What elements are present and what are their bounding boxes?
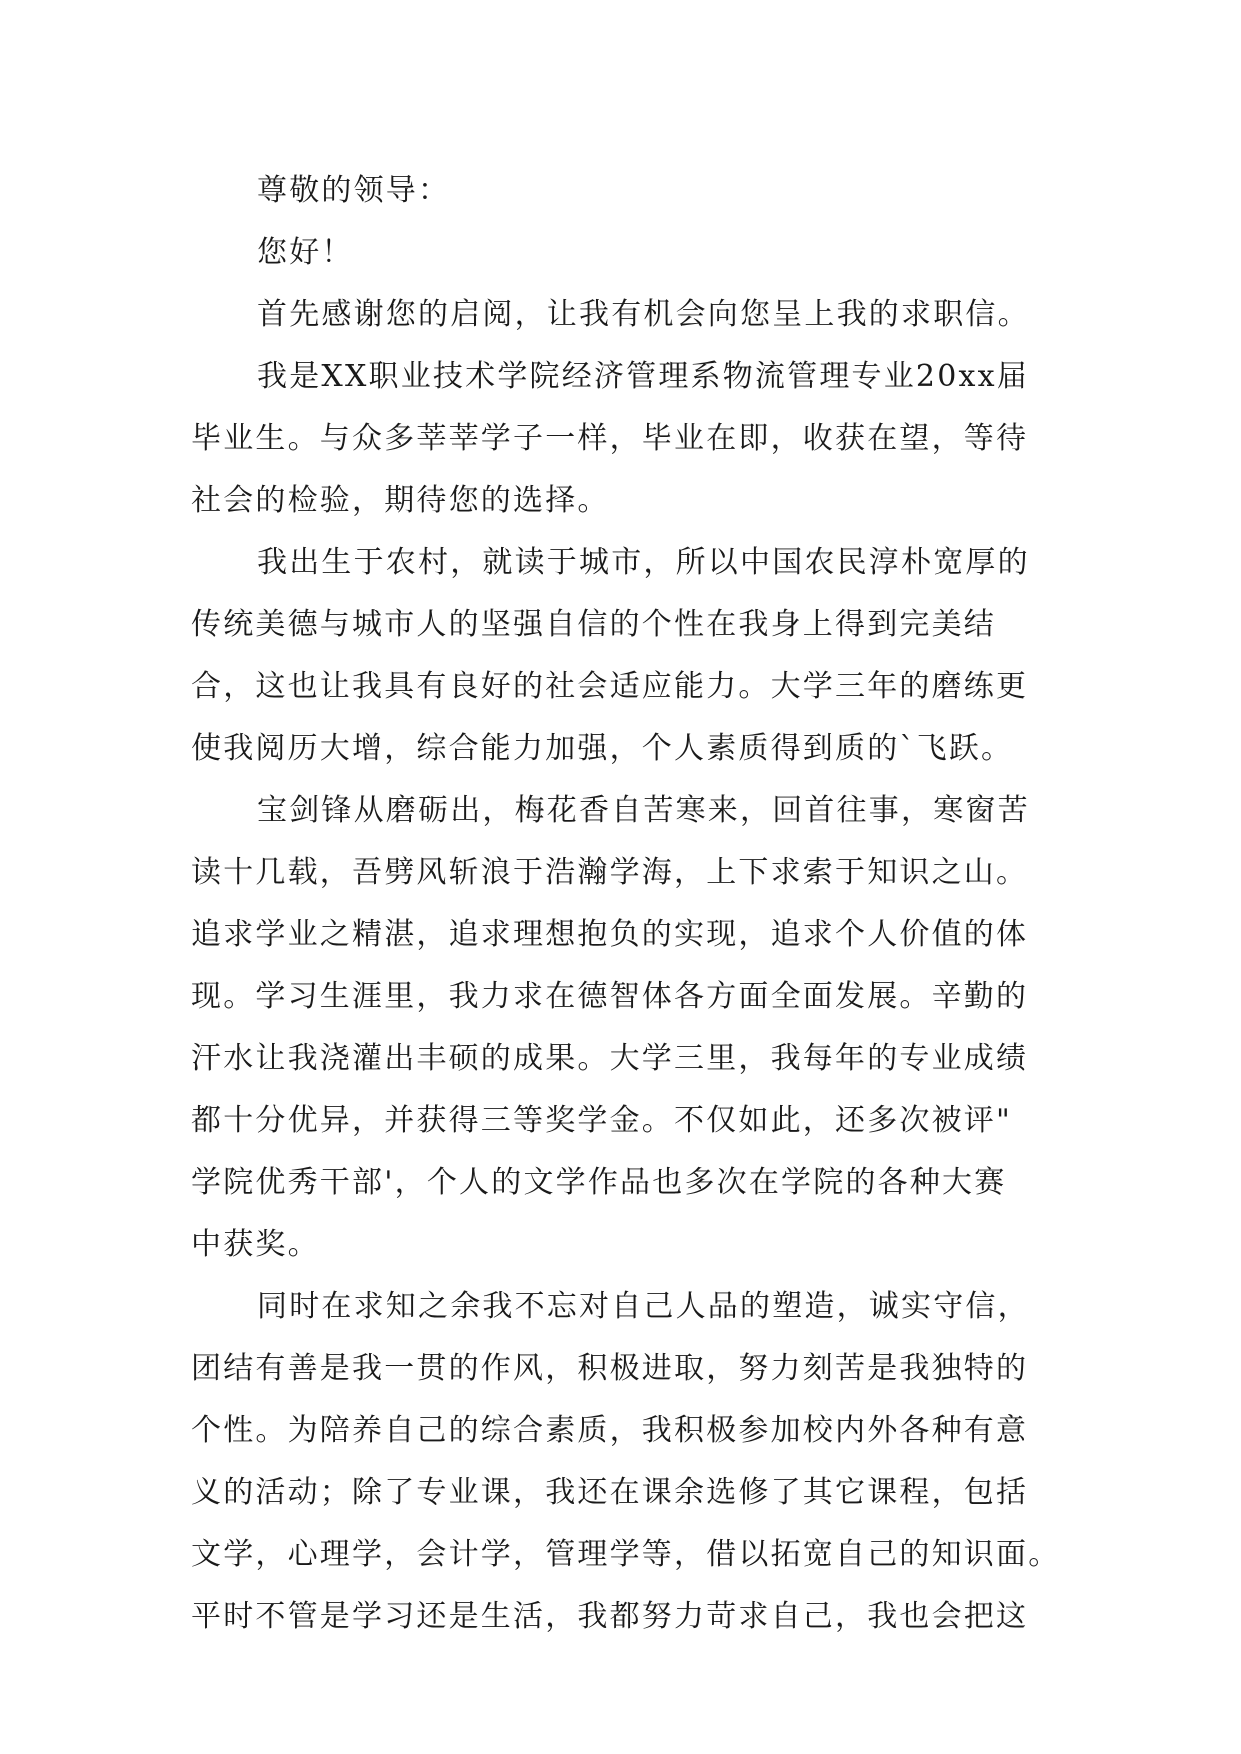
paragraph-4: [191, 780, 1051, 1276]
cover-letter-body: [191, 160, 1061, 1648]
paragraph-line: 合，这也让我具有良好的社会适应能力。大学三年的磨练更: [191, 669, 1029, 704]
paragraph-3: [191, 532, 1051, 780]
paragraph-line: 传统美德与城市人的坚强自信的个性在我身上得到完美结: [191, 607, 996, 642]
paragraph-line: 我是XX职业技术学院经济管理系物流管理专业20xx届: [257, 359, 1029, 394]
paragraph-1: [191, 284, 1051, 346]
paragraph-line: 学院优秀干部'，个人的文学作品也多次在学院的各种大赛: [191, 1165, 1007, 1200]
paragraph-line: 都十分优异，并获得三等奖学金。不仅如此，还多次被评": [191, 1103, 1012, 1138]
salutation: 尊敬的领导：: [257, 173, 451, 208]
paragraph-line: 同时在求知之余我不忘对自己人品的塑造，诚实守信，: [257, 1289, 1030, 1324]
paragraph-line: 宝剑锋从磨砺出，梅花香自苦寒来，回首往事，寒窗苦: [257, 793, 1030, 828]
paragraph-line: 平时不管是学习还是生活，我都努力苛求自己，我也会把这: [191, 1599, 1029, 1634]
paragraph-line: 使我阅历大增，综合能力加强，个人素质得到质的`飞跃。: [191, 731, 1014, 766]
greeting: 您好！: [257, 235, 354, 270]
paragraph-5: [191, 1276, 1061, 1648]
paragraph-line: 个性。为陪养自己的综合素质，我积极参加校内外各种有意: [191, 1413, 1029, 1448]
paragraph-line: 首先感谢您的启阅，让我有机会向您呈上我的求职信。: [257, 297, 1030, 332]
paragraph-line: 现。学习生涯里，我力求在德智体各方面全面发展。辛勤的: [191, 979, 1029, 1014]
paragraph-line: 我出生于农村，就读于城市，所以中国农民淳朴宽厚的: [257, 545, 1030, 580]
paragraph-line: 团结有善是我一贯的作风，积极进取，努力刻苦是我独特的: [191, 1351, 1029, 1386]
paragraph-line: 毕业生。与众多莘莘学子一样，毕业在即，收获在望，等待: [191, 421, 1029, 456]
paragraph-line: 汗水让我浇灌出丰硕的成果。大学三里，我每年的专业成绩: [191, 1041, 1029, 1076]
paragraph-line: 社会的检验，期待您的选择。: [191, 483, 610, 518]
paragraph-2: [191, 346, 1051, 532]
paragraph-line: 文学，心理学，会计学，管理学等，借以拓宽自己的知识面。: [191, 1537, 1061, 1572]
paragraph-line: 追求学业之精湛，追求理想抱负的实现，追求个人价值的体: [191, 917, 1029, 952]
paragraph-line: 中获奖。: [191, 1227, 320, 1262]
paragraph-line: 义的活动；除了专业课，我还在课余选修了其它课程，包括: [191, 1475, 1029, 1510]
paragraph-line: 读十几载，吾劈风斩浪于浩瀚学海，上下求索于知识之山。: [191, 855, 1029, 890]
